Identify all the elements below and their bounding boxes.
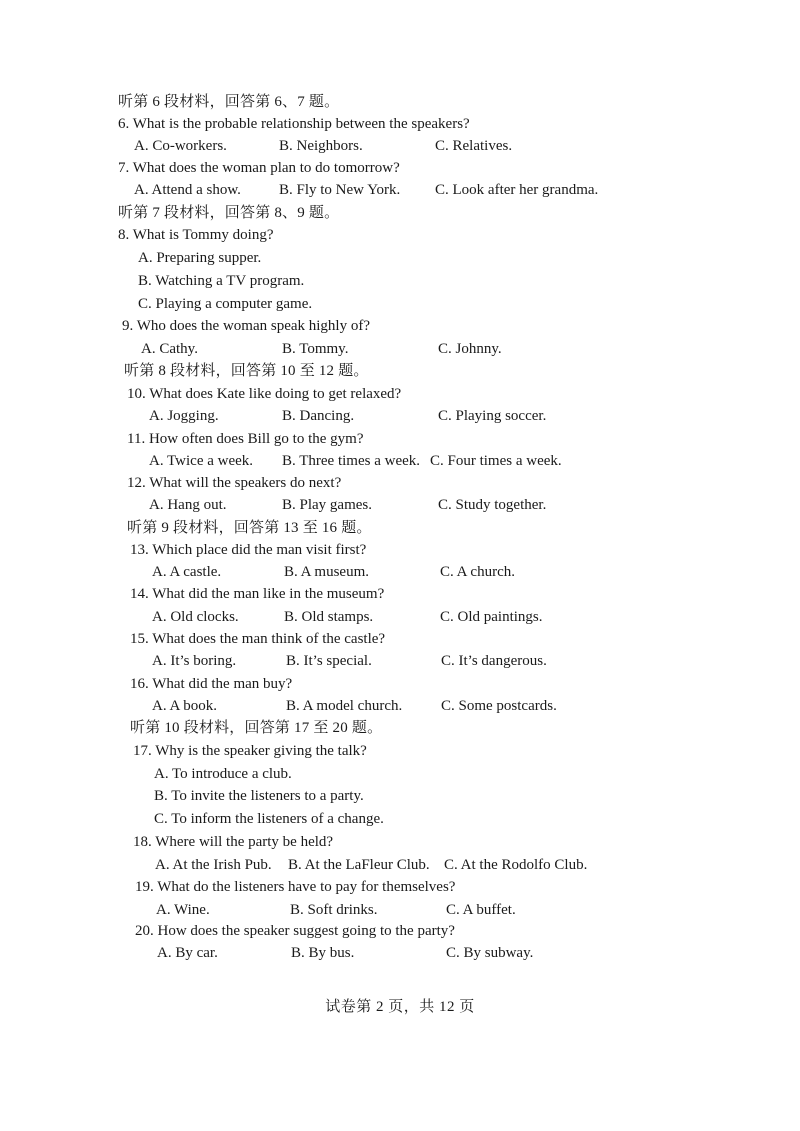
question-17: 17. Why is the speaker giving the talk? bbox=[133, 743, 367, 759]
option-b: B. Soft drinks. bbox=[290, 902, 378, 918]
option-b: B. At the LaFleur Club. bbox=[288, 857, 430, 873]
option-a: A. Preparing supper. bbox=[138, 250, 262, 266]
question-9: 9. Who does the woman speak highly of? bbox=[122, 318, 371, 334]
option-b: B. Play games. bbox=[282, 497, 372, 513]
option-c: C. At the Rodolfo Club. bbox=[444, 857, 588, 873]
option-c: C. By subway. bbox=[446, 945, 534, 961]
section-heading: 听第 10 段材料，回答第 17 至 20 题。 bbox=[130, 720, 383, 736]
option-a: A. At the Irish Pub. bbox=[155, 857, 272, 873]
option-b: B. A model church. bbox=[286, 698, 403, 714]
option-b: B. Fly to New York. bbox=[279, 182, 401, 198]
option-a: A. Attend a show. bbox=[134, 182, 241, 198]
question-8: 8. What is Tommy doing? bbox=[118, 227, 274, 243]
option-b: B. To invite the listeners to a party. bbox=[154, 788, 364, 804]
question-16: 16. What did the man buy? bbox=[130, 676, 293, 692]
option-c: C. Look after her grandma. bbox=[435, 182, 599, 198]
option-c: C. Some postcards. bbox=[441, 698, 557, 714]
question-15: 15. What does the man think of the castle? bbox=[130, 631, 386, 647]
option-b: B. Dancing. bbox=[282, 408, 355, 424]
option-a: A. Old clocks. bbox=[152, 609, 239, 625]
option-a: A. A book. bbox=[152, 698, 218, 714]
option-b: B. A museum. bbox=[284, 564, 370, 580]
option-b: B. Watching a TV program. bbox=[138, 273, 305, 289]
question-7: 7. What does the woman plan to do tomorrow? bbox=[118, 160, 400, 176]
option-a: A. Co-workers. bbox=[134, 138, 227, 154]
option-c: C. A church. bbox=[440, 564, 515, 580]
page-footer: 试卷第 2 页，共 12 页 bbox=[325, 999, 475, 1015]
option-b: B. Three times a week. bbox=[282, 453, 421, 469]
option-c: C. Old paintings. bbox=[440, 609, 543, 625]
option-b: B. Neighbors. bbox=[279, 138, 363, 154]
option-c: C. Relatives. bbox=[435, 138, 513, 154]
option-c: C. Four times a week. bbox=[430, 453, 562, 469]
question-13: 13. Which place did the man visit first? bbox=[130, 542, 367, 558]
option-c: C. It’s dangerous. bbox=[441, 653, 547, 669]
option-a: A. By car. bbox=[157, 945, 218, 961]
option-a: A. Hang out. bbox=[149, 497, 227, 513]
section-heading: 听第 9 段材料，回答第 13 至 16 题。 bbox=[127, 520, 372, 536]
option-c: C. Playing a computer game. bbox=[138, 296, 313, 312]
option-c: C. To inform the listeners of a change. bbox=[154, 811, 384, 827]
option-b: B. Old stamps. bbox=[284, 609, 374, 625]
option-a: A. It’s boring. bbox=[152, 653, 237, 669]
option-a: A. Wine. bbox=[156, 902, 210, 918]
option-a: A. Jogging. bbox=[149, 408, 219, 424]
option-a: A. To introduce a club. bbox=[154, 766, 292, 782]
section-heading: 听第 8 段材料，回答第 10 至 12 题。 bbox=[124, 363, 369, 379]
option-a: A. A castle. bbox=[152, 564, 222, 580]
question-6: 6. What is the probable relationship between the speakers? bbox=[118, 116, 470, 132]
option-c: C. A buffet. bbox=[446, 902, 516, 918]
question-14: 14. What did the man like in the museum? bbox=[130, 586, 385, 602]
option-c: C. Playing soccer. bbox=[438, 408, 547, 424]
question-12: 12. What will the speakers do next? bbox=[127, 475, 342, 491]
option-b: B. It’s special. bbox=[286, 653, 372, 669]
question-10: 10. What does Kate like doing to get relaxed? bbox=[127, 386, 402, 402]
section-heading: 听第 6 段材料，回答第 6、7 题。 bbox=[118, 94, 340, 110]
option-b: B. By bus. bbox=[291, 945, 355, 961]
option-a: A. Twice a week. bbox=[149, 453, 254, 469]
option-a: A. Cathy. bbox=[141, 341, 198, 357]
question-11: 11. How often does Bill go to the gym? bbox=[127, 431, 364, 447]
question-20: 20. How does the speaker suggest going to the party? bbox=[135, 923, 455, 939]
question-19: 19. What do the listeners have to pay for themselves? bbox=[135, 879, 456, 895]
option-b: B. Tommy. bbox=[282, 341, 349, 357]
option-c: C. Study together. bbox=[438, 497, 547, 513]
section-heading: 听第 7 段材料，回答第 8、9 题。 bbox=[118, 205, 340, 221]
question-18: 18. Where will the party be held? bbox=[133, 834, 334, 850]
option-c: C. Johnny. bbox=[438, 341, 502, 357]
